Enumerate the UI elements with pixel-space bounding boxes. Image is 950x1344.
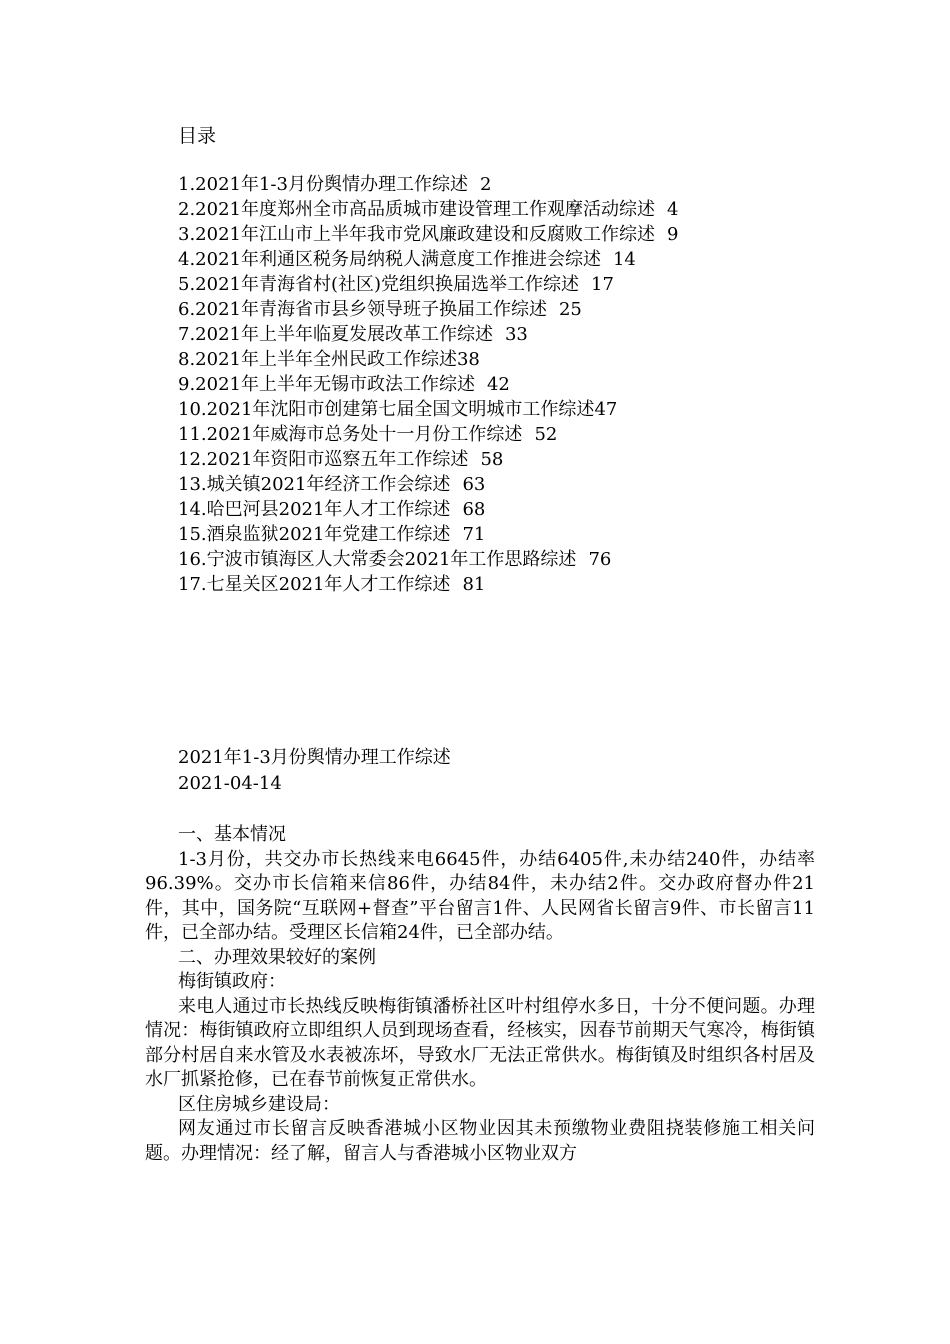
- article-title: 2021年1-3月份舆情办理工作综述: [178, 747, 451, 768]
- toc-item-page: 52: [534, 424, 558, 445]
- toc-item-text: 14.哈巴河县2021年人才工作综述: [178, 499, 451, 520]
- toc-item[interactable]: [178, 347, 678, 372]
- toc-list: [178, 172, 678, 597]
- section-heading: 一、基本情况: [178, 824, 286, 845]
- toc-item[interactable]: [178, 547, 678, 572]
- toc-item-text: 17.七星关区2021年人才工作综述: [178, 574, 451, 595]
- toc-item-page: 17: [591, 274, 614, 295]
- toc-item-text: 13.城关镇2021年经济工作会综述: [178, 474, 451, 495]
- toc-item-page: 81: [462, 574, 486, 595]
- toc-item-text: 5.2021年青海省村(社区)党组织换届选举工作综述: [178, 274, 580, 295]
- toc-item-page: 14: [612, 249, 636, 270]
- toc-item-page: 9: [666, 224, 679, 245]
- toc-item[interactable]: [178, 372, 678, 397]
- toc-item[interactable]: [178, 272, 678, 297]
- spacer: [145, 797, 815, 823]
- toc-item-page: 2: [479, 174, 492, 195]
- toc-item[interactable]: [178, 172, 678, 197]
- toc-item-page: 4: [666, 199, 679, 220]
- toc-item-text: 9.2021年上半年无锡市政法工作综述: [178, 374, 475, 395]
- case-heading: 区住房城乡建设局：: [178, 1093, 340, 1115]
- case-heading: 梅街镇政府：: [178, 971, 286, 992]
- toc-item[interactable]: [178, 397, 678, 422]
- toc-item-text: 11.2021年威海市总务处十一月份工作综述: [178, 424, 523, 445]
- article-date: 2021-04-14: [178, 773, 282, 794]
- toc-item[interactable]: [178, 447, 678, 472]
- toc-item-text: 10.2021年沈阳市创建第七届全国文明城市工作综述: [178, 399, 595, 420]
- toc-item[interactable]: [178, 247, 678, 272]
- toc-item-text: 6.2021年青海省市县乡领导班子换届工作综述: [178, 299, 547, 320]
- toc-item-page: 58: [480, 449, 504, 470]
- toc-item-page: 71: [462, 524, 486, 545]
- toc-item-page: 42: [486, 374, 510, 395]
- toc-item[interactable]: [178, 297, 678, 322]
- toc-item-page: 38: [456, 349, 480, 370]
- toc-item[interactable]: [178, 572, 678, 597]
- toc-item-text: 3.2021年江山市上半年我市党风廉政建设和反腐败工作综述: [178, 224, 655, 245]
- toc-title: 目录: [178, 125, 217, 147]
- section-heading: 二、办理效果较好的案例: [178, 946, 376, 968]
- toc-item[interactable]: [178, 197, 678, 222]
- toc-item-text: 4.2021年利通区税务局纳税人满意度工作推进会综述: [178, 249, 601, 270]
- toc-item-text: 1.2021年1-3月份舆情办理工作综述: [178, 174, 468, 195]
- toc-item[interactable]: [178, 222, 678, 247]
- toc-item-text: 16.宁波市镇海区人大常委会2021年工作思路综述: [178, 549, 577, 570]
- toc-item-page: 33: [504, 324, 528, 345]
- article: [145, 745, 815, 1166]
- toc-item-text: 2.2021年度郑州全市高品质城市建设管理工作观摩活动综述: [178, 199, 655, 220]
- body-paragraph: 1-3月份，共交办市长热线来电6645件，办结6405件,未办结240件，办结率96.39%。交办市长信箱来信86件，办结84件，未办结2件。交办政府督办件21件，其中，国务院“互联网+督查”平台留言1件、人民网省长留言9件、市长留言11件，已全部办结。受理区长信箱24件，已全部办结。: [145, 848, 815, 943]
- toc-item-page: 68: [462, 499, 486, 520]
- toc-item-text: 8.2021年上半年全州民政工作综述: [178, 349, 457, 370]
- toc-item[interactable]: [178, 522, 678, 547]
- toc-item[interactable]: [178, 322, 678, 347]
- body-paragraph: 来电人通过市长热线反映梅街镇潘桥社区叶村组停水多日，十分不便问题。办理情况：梅街镇政府立即组织人员到现场查看，经核实，因春节前期天气寒冷，梅街镇部分村居自来水管及水表被冻坏，导致水厂无法正常供水。梅街镇及时组织各村居及水厂抓紧抢修，已在春节前恢复正常供水。: [145, 995, 815, 1090]
- toc-item-page: 76: [588, 549, 612, 570]
- toc-item[interactable]: [178, 422, 678, 447]
- toc-item-text: 7.2021年上半年临夏发展改革工作综述: [178, 324, 493, 345]
- toc-item-text: 15.酒泉监狱2021年党建工作综述: [178, 524, 451, 545]
- toc-item-page: 63: [462, 474, 486, 495]
- toc-item[interactable]: [178, 472, 678, 497]
- body-paragraph: 网友通过市长留言反映香港城小区物业因其未预缴物业费阻挠装修施工相关问题。办理情况：经了解，留言人与香港城小区物业双方: [145, 1118, 815, 1164]
- toc-item[interactable]: [178, 497, 678, 522]
- toc-item-page: 47: [594, 399, 618, 420]
- toc-item-text: 12.2021年资阳市巡察五年工作综述: [178, 449, 469, 470]
- toc-item-page: 25: [558, 299, 582, 320]
